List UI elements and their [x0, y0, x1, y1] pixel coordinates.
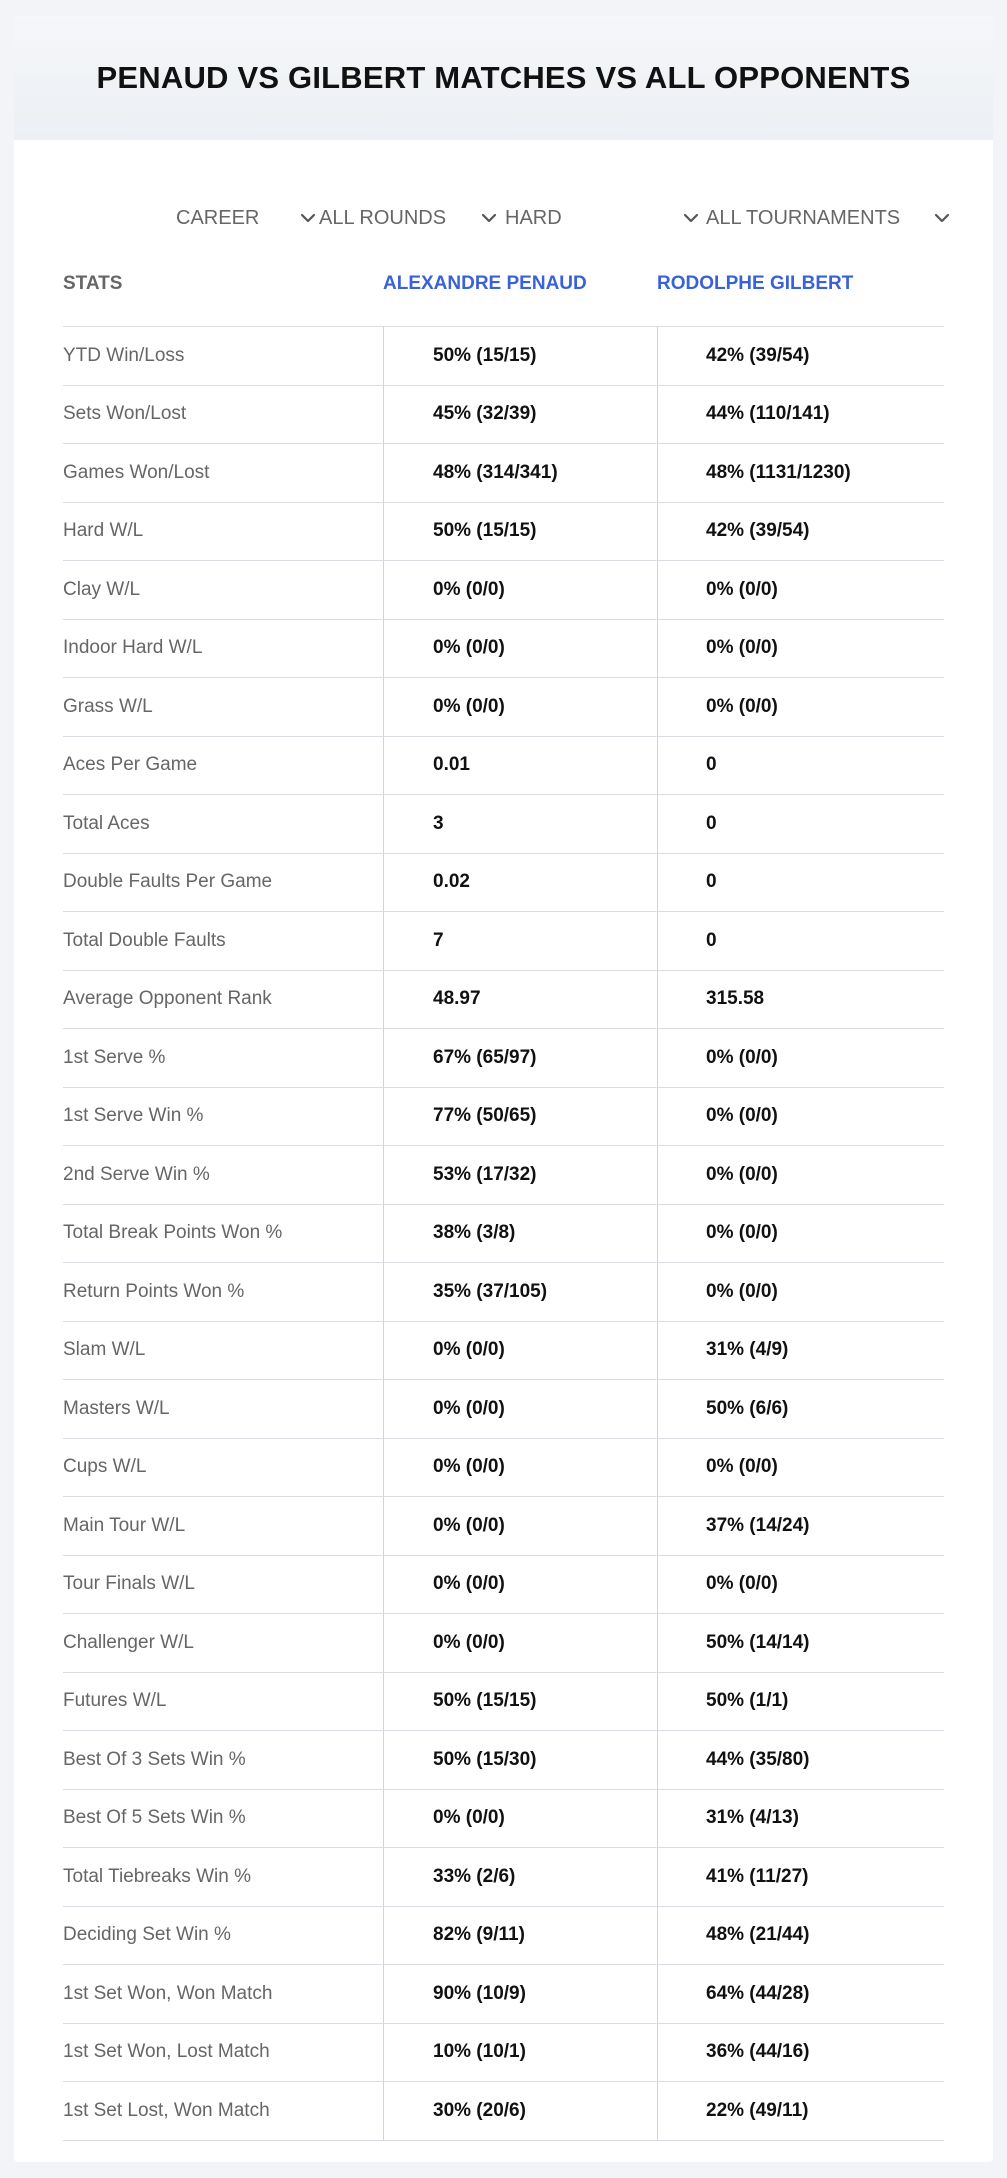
stat-label: 2nd Serve Win % — [63, 1163, 210, 1185]
table-row — [63, 1848, 944, 1907]
player2-value: 0 — [657, 795, 944, 853]
player2-value: 48% (1131/1230) — [657, 444, 944, 502]
player1-value: 50% (15/15) — [383, 1673, 657, 1731]
player2-value: 0% (0/0) — [657, 1205, 944, 1263]
table-row — [63, 1029, 944, 1088]
stat-label: 1st Serve Win % — [63, 1105, 204, 1127]
page-title: PENAUD VS GILBERT MATCHES VS ALL OPPONENTS — [96, 60, 911, 95]
player2-value: 0% (0/0) — [657, 1029, 944, 1087]
player1-value: 50% (15/15) — [383, 503, 657, 561]
table-row — [63, 327, 944, 386]
stat-label: Total Break Points Won % — [63, 1222, 283, 1244]
player1-value: 48% (314/341) — [383, 444, 657, 502]
stat-label: Cups W/L — [63, 1456, 147, 1478]
filter-surface-select[interactable] — [505, 188, 701, 248]
table-row — [63, 1556, 944, 1615]
stat-label: Total Double Faults — [63, 929, 226, 951]
filter-rounds-label: ALL ROUNDS — [319, 206, 447, 229]
stat-label: Games Won/Lost — [63, 461, 210, 483]
player1-value: 0% (0/0) — [383, 1439, 657, 1497]
stats-card — [14, 16, 993, 2162]
stat-label: 1st Set Lost, Won Match — [63, 2099, 270, 2121]
stat-label: Clay W/L — [63, 578, 141, 600]
player2-value: 0% (0/0) — [657, 1088, 944, 1146]
stat-label: 1st Set Won, Lost Match — [63, 2041, 270, 2063]
player2-value: 31% (4/13) — [657, 1790, 944, 1848]
stat-label: YTD Win/Loss — [63, 344, 185, 366]
player2-value: 22% (49/11) — [657, 2082, 944, 2140]
table-row — [63, 737, 944, 796]
stat-label: 1st Serve % — [63, 1046, 166, 1068]
table-row — [63, 1263, 944, 1322]
stat-label: Main Tour W/L — [63, 1514, 186, 1536]
player2-value: 0 — [657, 854, 944, 912]
player2-value: 64% (44/28) — [657, 1965, 944, 2023]
table-row — [63, 1614, 944, 1673]
player1-value: 7 — [383, 912, 657, 970]
stat-label: 1st Set Won, Won Match — [63, 1982, 273, 2004]
stat-label: Total Aces — [63, 812, 150, 834]
table-row — [63, 1497, 944, 1556]
player2-value: 37% (14/24) — [657, 1497, 944, 1555]
stat-label: Slam W/L — [63, 1339, 146, 1361]
stat-label: Average Opponent Rank — [63, 988, 272, 1010]
player2-value: 0% (0/0) — [657, 1263, 944, 1321]
player1-value: 0% (0/0) — [383, 1556, 657, 1614]
player2-value: 31% (4/9) — [657, 1322, 944, 1380]
table-row — [63, 1790, 944, 1849]
stats-table — [63, 249, 944, 2141]
filter-rounds-select[interactable] — [319, 188, 499, 248]
player2-value: 42% (39/54) — [657, 503, 944, 561]
table-row — [63, 1965, 944, 2024]
stat-label: Total Tiebreaks Win % — [63, 1865, 251, 1887]
stat-label: Challenger W/L — [63, 1631, 194, 1653]
chevron-down-icon — [932, 208, 952, 228]
player1-value: 0% (0/0) — [383, 1497, 657, 1555]
stat-label: Tour Finals W/L — [63, 1573, 195, 1595]
filter-surface-label: HARD — [505, 206, 562, 229]
player1-value: 35% (37/105) — [383, 1263, 657, 1321]
stat-label: Best Of 3 Sets Win % — [63, 1748, 246, 1770]
header-player1[interactable]: ALEXANDRE PENAUD — [383, 273, 587, 294]
stat-label: Double Faults Per Game — [63, 871, 273, 893]
table-row — [63, 1380, 944, 1439]
card-header — [14, 16, 993, 140]
stat-label: Return Points Won % — [63, 1280, 245, 1302]
player2-value: 0% (0/0) — [657, 1146, 944, 1204]
player2-value: 50% (1/1) — [657, 1673, 944, 1731]
player1-value: 30% (20/6) — [383, 2082, 657, 2140]
player1-value: 33% (2/6) — [383, 1848, 657, 1906]
stat-label: Grass W/L — [63, 695, 153, 717]
player1-value: 53% (17/32) — [383, 1146, 657, 1204]
player2-value: 44% (110/141) — [657, 386, 944, 444]
player1-value: 3 — [383, 795, 657, 853]
table-row — [63, 1673, 944, 1732]
player1-value: 77% (50/65) — [383, 1088, 657, 1146]
table-row — [63, 561, 944, 620]
player1-value: 82% (9/11) — [383, 1907, 657, 1965]
chevron-down-icon — [681, 208, 701, 228]
table-row — [63, 620, 944, 679]
table-header — [63, 249, 944, 327]
player2-value: 0 — [657, 737, 944, 795]
table-row — [63, 2024, 944, 2083]
player2-value: 41% (11/27) — [657, 1848, 944, 1906]
player1-value: 0.01 — [383, 737, 657, 795]
player1-value: 50% (15/15) — [383, 327, 657, 385]
player2-value: 42% (39/54) — [657, 327, 944, 385]
table-row — [63, 2082, 944, 2141]
player2-value: 50% (6/6) — [657, 1380, 944, 1438]
table-row — [63, 1205, 944, 1264]
player1-value: 50% (15/30) — [383, 1731, 657, 1789]
chevron-down-icon — [479, 208, 499, 228]
table-body — [63, 327, 944, 2141]
player2-value: 0% (0/0) — [657, 678, 944, 736]
table-row — [63, 795, 944, 854]
table-row — [63, 1146, 944, 1205]
table-row — [63, 971, 944, 1030]
table-row — [63, 1731, 944, 1790]
player1-value: 0.02 — [383, 854, 657, 912]
table-row — [63, 503, 944, 562]
stat-label: Deciding Set Win % — [63, 1924, 231, 1946]
player1-value: 48.97 — [383, 971, 657, 1029]
table-row — [63, 678, 944, 737]
player1-value: 0% (0/0) — [383, 620, 657, 678]
stat-label: Aces Per Game — [63, 754, 198, 776]
table-row — [63, 1907, 944, 1966]
player2-value: 48% (21/44) — [657, 1907, 944, 1965]
player2-value: 0% (0/0) — [657, 1556, 944, 1614]
chevron-down-icon — [298, 208, 318, 228]
stat-label: Sets Won/Lost — [63, 403, 187, 425]
player2-value: 0% (0/0) — [657, 561, 944, 619]
table-row — [63, 854, 944, 913]
player2-value: 44% (35/80) — [657, 1731, 944, 1789]
player1-value: 0% (0/0) — [383, 678, 657, 736]
table-row — [63, 444, 944, 503]
table-row — [63, 386, 944, 445]
filter-period-label: CAREER — [176, 206, 260, 229]
filter-period-select[interactable] — [176, 188, 318, 248]
header-stats: STATS — [63, 273, 123, 294]
player1-value: 38% (3/8) — [383, 1205, 657, 1263]
player1-value: 0% (0/0) — [383, 1614, 657, 1672]
player2-value: 0 — [657, 912, 944, 970]
table-row — [63, 912, 944, 971]
table-row — [63, 1322, 944, 1381]
header-player2[interactable]: RODOLPHE GILBERT — [657, 273, 854, 294]
stat-label: Best Of 5 Sets Win % — [63, 1807, 246, 1829]
table-row — [63, 1088, 944, 1147]
player2-value: 50% (14/14) — [657, 1614, 944, 1672]
player2-value: 0% (0/0) — [657, 620, 944, 678]
stat-label: Indoor Hard W/L — [63, 637, 203, 659]
table-row — [63, 1439, 944, 1498]
filter-tournaments-select[interactable] — [706, 188, 952, 248]
player1-value: 90% (10/9) — [383, 1965, 657, 2023]
player1-value: 0% (0/0) — [383, 1322, 657, 1380]
player1-value: 0% (0/0) — [383, 1380, 657, 1438]
player2-value: 315.58 — [657, 971, 944, 1029]
player1-value: 0% (0/0) — [383, 1790, 657, 1848]
player1-value: 0% (0/0) — [383, 561, 657, 619]
player1-value: 10% (10/1) — [383, 2024, 657, 2082]
player1-value: 45% (32/39) — [383, 386, 657, 444]
filter-tournaments-label: ALL TOURNAMENTS — [706, 206, 901, 229]
stat-label: Masters W/L — [63, 1397, 170, 1419]
player2-value: 0% (0/0) — [657, 1439, 944, 1497]
filter-bar — [14, 188, 993, 248]
player2-value: 36% (44/16) — [657, 2024, 944, 2082]
stat-label: Hard W/L — [63, 520, 144, 542]
player1-value: 67% (65/97) — [383, 1029, 657, 1087]
stat-label: Futures W/L — [63, 1690, 167, 1712]
